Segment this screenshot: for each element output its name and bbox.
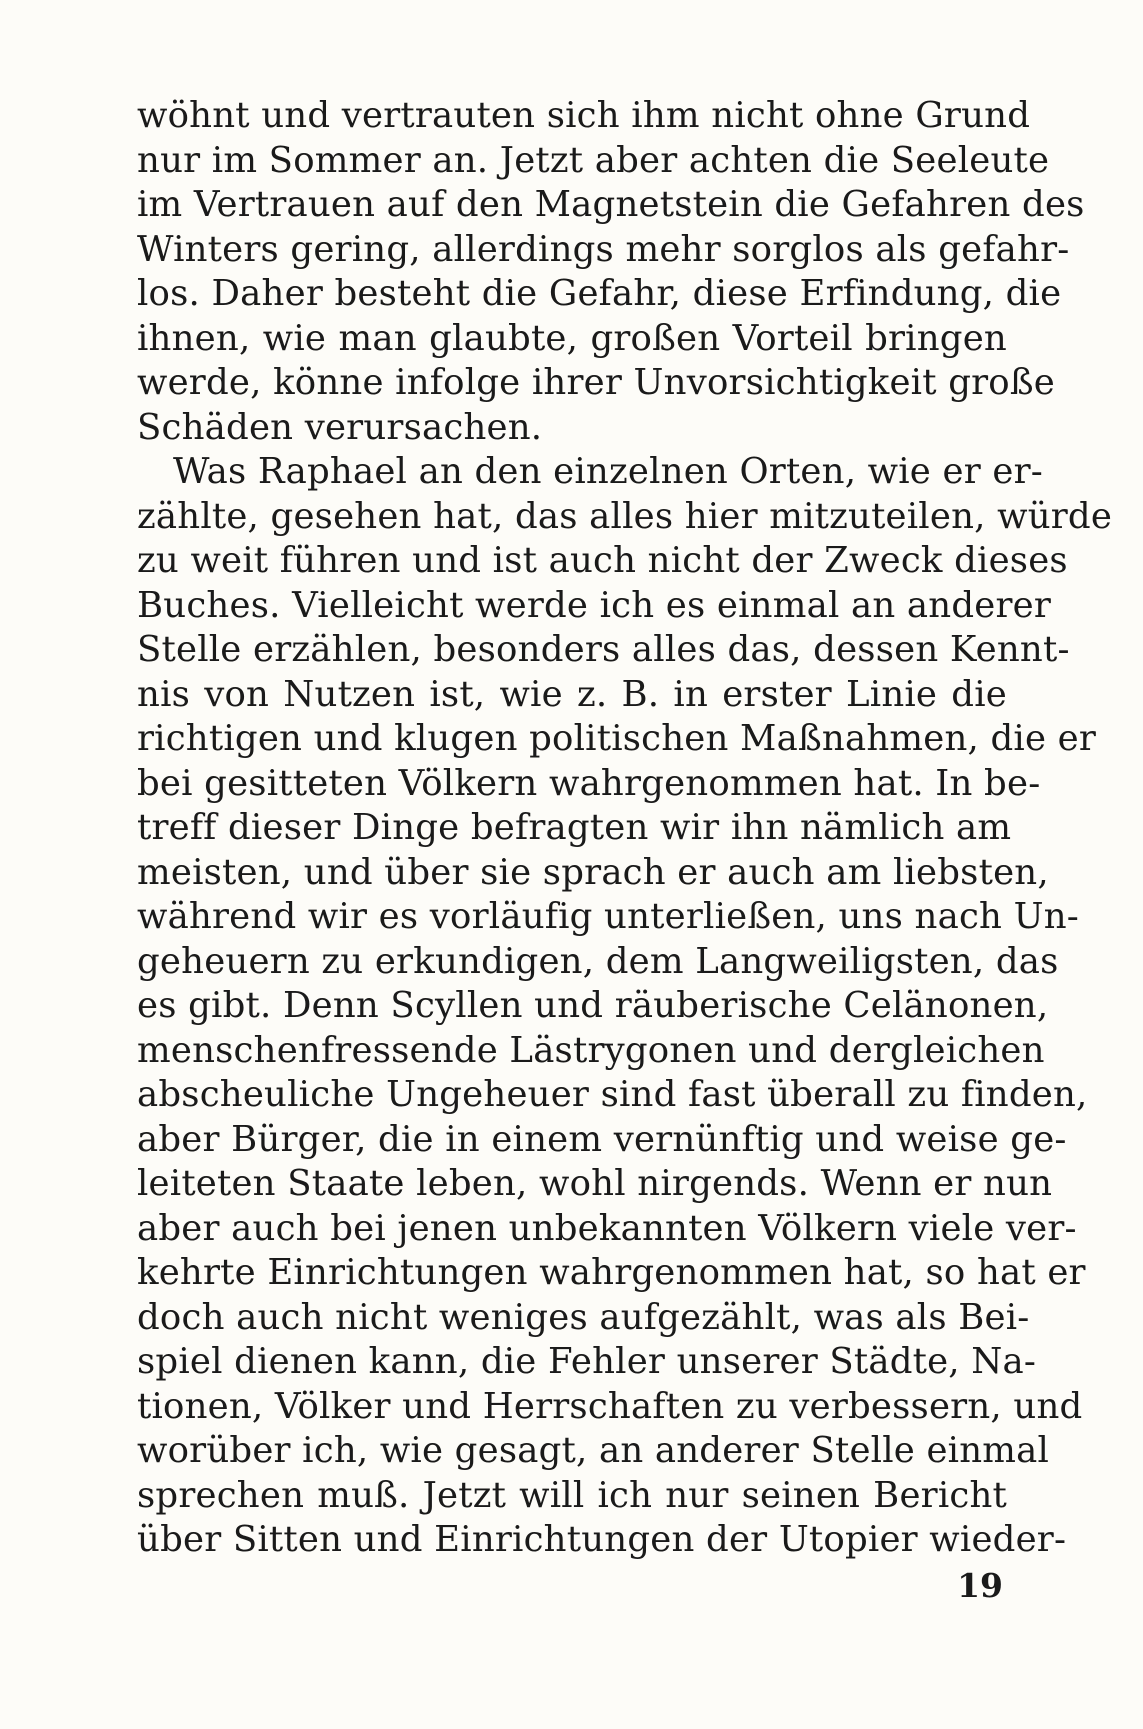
text-line: Schäden verursachen. <box>137 406 543 448</box>
text-line: bei gesitteten Völkern wahrgenommen hat. In be- <box>137 762 1041 804</box>
text-line: kehrte Einrichtungen wahrgenommen hat, so hat er <box>137 1252 1086 1293</box>
text-line: menschenfressende Lästrygonen und dergleichen <box>137 1029 1045 1071</box>
text-line: Stelle erzählen, besonders alles das, dessen Kennt- <box>137 629 1070 670</box>
text-line: aber auch bei jenen unbekannten Völkern viele ver- <box>137 1207 1077 1249</box>
text-line: während wir es vorläufig unterließen, uns nach Un- <box>137 896 1079 937</box>
text-line: los. Daher besteht die Gefahr, diese Erfindung, die <box>137 273 1062 314</box>
text-line: nur im Sommer an. Jetzt aber achten die Seeleute <box>137 139 1050 181</box>
text-line: richtigen und klugen politischen Maßnahmen, die er <box>137 718 1097 759</box>
text-line: Winters gering, allerdings mehr sorglos als gefahr- <box>137 228 1070 270</box>
text-line: über Sitten und Einrichtungen der Utopier wieder- <box>137 1519 1067 1560</box>
text-line: tionen, Völker und Herrschaften zu verbessern, und <box>137 1385 1083 1427</box>
text-line: doch auch nicht weniges aufgezählt, was als Bei- <box>137 1296 1030 1338</box>
paragraph-1 <box>137 94 1085 450</box>
text-line: Was Raphael an den einzelnen Orten, wie er er- <box>173 451 1043 492</box>
text-line: worüber ich, wie gesagt, an anderer Stelle einmal <box>137 1430 1050 1471</box>
text-line: Buches. Vielleicht werde ich es einmal an anderer <box>137 584 1052 626</box>
text-line: geheuern zu erkundigen, dem Langweiligsten, das <box>137 940 1059 982</box>
text-line: werde, könne infolge ihrer Unvorsichtigkeit große <box>137 362 1055 403</box>
text-line: zählte, gesehen hat, das alles hier mitzuteilen, würde <box>137 495 1113 537</box>
text-line: leiteten Staate leben, wohl nirgends. Wenn er nun <box>137 1163 1053 1204</box>
text-line: aber Bürger, die in einem vernünftig und weise ge- <box>137 1118 1067 1160</box>
text-line: es gibt. Denn Scyllen und räuberische Celänonen, <box>137 985 1049 1026</box>
text-line: nis von Nutzen ist, wie z. B. in erster Linie die <box>137 673 1007 715</box>
page-number: 19 <box>957 1566 1003 1605</box>
body-text <box>137 94 1113 1563</box>
text-line: meisten, und über sie sprach er auch am liebsten, <box>137 851 1049 893</box>
paragraph-2 <box>137 450 1113 1563</box>
text-line: abscheuliche Ungeheuer sind fast überall zu finden, <box>137 1074 1088 1115</box>
text-line: im Vertrauen auf den Magnetstein die Gefahren des <box>137 184 1085 225</box>
text-line: spiel dienen kann, die Fehler unserer Städte, Na- <box>137 1341 1037 1382</box>
text-line: ihnen, wie man glaubte, großen Vorteil bringen <box>137 317 1007 359</box>
text-line: wöhnt und vertrauten sich ihm nicht ohne Grund <box>137 95 1031 136</box>
text-line: zu weit führen und ist auch nicht der Zweck dieses <box>137 540 1068 581</box>
text-line: treff dieser Dinge befragten wir ihn nämlich am <box>137 807 1012 848</box>
text-line: sprechen muß. Jetzt will ich nur seinen Bericht <box>137 1474 1007 1516</box>
